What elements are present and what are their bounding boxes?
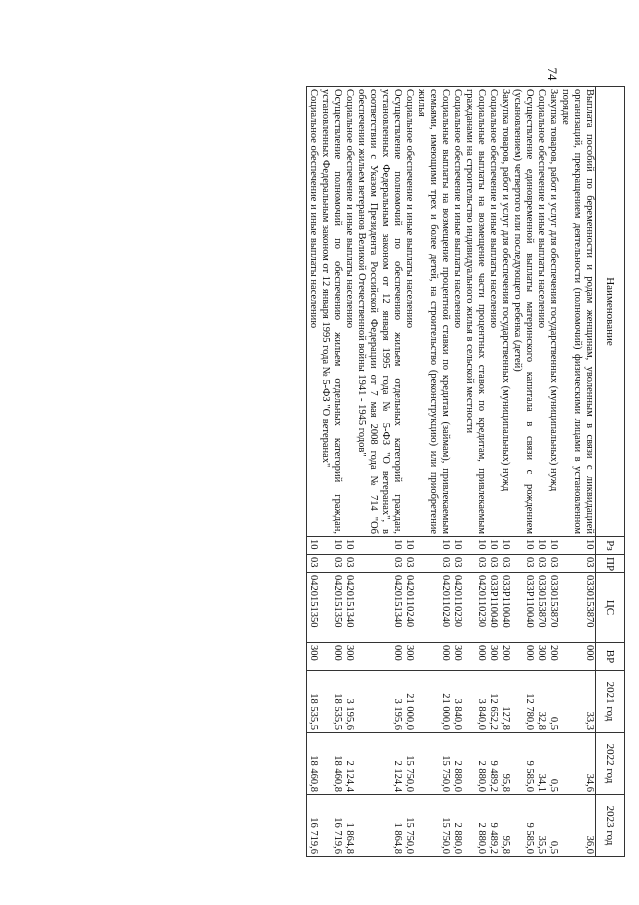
table-row [355,87,403,857]
row-rz-cell: 10 [487,537,499,555]
row-pr-cell: 03 [487,555,499,573]
row-rz-cell: 10 [403,537,415,555]
row-2022-cell: 95,8 [499,733,511,795]
row-2021-cell: 18 535,5 [307,671,320,733]
row-pr-cell: 03 [319,555,343,573]
row-pr-cell: 03 [307,555,320,573]
row-rz-cell: 10 [559,537,596,555]
row-rz-cell: 10 [463,537,487,555]
row-2022-cell: 2 880,0 [451,733,463,795]
table-row [547,87,559,857]
table-row [535,87,547,857]
row-cs-cell: 0420151350 [307,573,320,643]
row-name-cell: Социальное обеспечение и иные выплаты населению [307,87,320,537]
row-2023-cell: 2 880,0 [451,795,463,857]
row-vr-cell: 000 [559,643,596,671]
row-name-cell: Выплата пособий по беременности и родам женщинам, уволенным в связи с ликвидацией организаций, прекращением деятельности (полномочий) физическими лицами в установленном порядке [559,87,596,537]
row-2021-cell: 18 535,5 [319,671,343,733]
row-name-cell: Социальное обеспечение и иные выплаты населению [343,87,355,537]
table-header-row [596,87,625,857]
row-2023-cell: 15 750,0 [403,795,415,857]
row-name-cell: Социальные выплаты на возмещение процентной ставки по кредитам (займам), привлекаемым семьями, имеющими трех и более детей, на строительство (реконструкцию) или приобретение жилья [415,87,451,537]
row-2023-cell: 2 880,0 [463,795,487,857]
row-rz-cell: 10 [535,537,547,555]
row-rz-cell: 10 [355,537,403,555]
row-vr-cell: 300 [487,643,499,671]
table-row [487,87,499,857]
row-2023-cell: 16 719,6 [307,795,320,857]
row-2022-cell: 15 750,0 [415,733,451,795]
row-cs-cell: 0420110240 [415,573,451,643]
row-2021-cell: 3 195,6 [343,671,355,733]
row-pr-cell: 03 [451,555,463,573]
row-pr-cell: 03 [559,555,596,573]
row-cs-cell: 0330153870 [559,573,596,643]
row-rz-cell: 10 [451,537,463,555]
row-2021-cell: 33,3 [559,671,596,733]
row-vr-cell: 300 [307,643,320,671]
row-2021-cell: 32,8 [535,671,547,733]
row-rz-cell: 10 [547,537,559,555]
budget-table [306,86,625,857]
row-vr-cell: 200 [499,643,511,671]
table-row [451,87,463,857]
col-header-vr: ВР [596,643,625,671]
row-rz-cell: 10 [307,537,320,555]
row-name-cell: Социальные выплаты на возмещение части процентных ставок по кредитам, привлекаемым гражданами на строительство индивидуального жилья в сельской местности [463,87,487,537]
row-2023-cell: 15 750,0 [415,795,451,857]
col-header-rz: Рз [596,537,625,555]
table-body [307,87,596,857]
row-cs-cell: 033P110040 [499,573,511,643]
row-2022-cell: 2 880,0 [463,733,487,795]
row-cs-cell: 0420151340 [355,573,403,643]
row-cs-cell: 0330153870 [535,573,547,643]
row-2022-cell: 34,1 [535,733,547,795]
row-vr-cell: 200 [547,643,559,671]
row-2022-cell: 18 460,8 [307,733,320,795]
row-name-cell: Осуществление единовременной выплаты материнского капитала в связи с рождением (усыновлением) четвертого или последующего ребенка (детей) [511,87,535,537]
row-rz-cell: 10 [343,537,355,555]
row-rz-cell: 10 [499,537,511,555]
col-header-2023: 2023 год [596,795,625,857]
table-row [343,87,355,857]
col-header-pr: ПР [596,555,625,573]
row-2022-cell: 9 489,2 [487,733,499,795]
row-2021-cell: 21 000,0 [415,671,451,733]
table-row [463,87,487,857]
row-rz-cell: 10 [319,537,343,555]
row-vr-cell: 300 [451,643,463,671]
row-name-cell: Осуществление полномочий по обеспечению жильем отдельных категорий граждан, установленных Федеральным законом от 12 января 1995 года № 5-ФЗ "О ветеранах", в соответствии с Указом Президента Российской Федерации от 7 мая 2008 года № 714 "Об обеспечении жильем ветеранов Великой Отечественной войны 1941 - 1945 годов" [355,87,403,537]
row-2023-cell: 9 585,0 [511,795,535,857]
col-header-2022: 2022 год [596,733,625,795]
row-rz-cell: 10 [511,537,535,555]
row-vr-cell: 000 [319,643,343,671]
row-vr-cell: 300 [403,643,415,671]
row-pr-cell: 03 [535,555,547,573]
col-header-name: Наименование [596,87,625,537]
table-row [403,87,415,857]
row-vr-cell: 000 [355,643,403,671]
row-name-cell: Социальное обеспечение и иные выплаты населению [403,87,415,537]
row-pr-cell: 03 [343,555,355,573]
row-cs-cell: 0420151350 [319,573,343,643]
col-header-2021: 2021 год [596,671,625,733]
row-cs-cell: 033P110040 [487,573,499,643]
row-2023-cell: 35,5 [535,795,547,857]
row-name-cell: Социальное обеспечение и иные выплаты населению [487,87,499,537]
row-2021-cell: 127,8 [499,671,511,733]
page-number: 74 [545,67,560,81]
row-2023-cell: 0,5 [547,795,559,857]
row-2022-cell: 15 750,0 [403,733,415,795]
row-2023-cell: 9 489,2 [487,795,499,857]
row-name-cell: Осуществление полномочий по обеспечению жильем отдельных категорий граждан, установленных Федеральным законом от 12 января 1995 года № 5-ФЗ "О ветеранах" [319,87,343,537]
table-row [559,87,596,857]
row-name-cell: Социальное обеспечение и иные выплаты населению [535,87,547,537]
col-header-cs: ЦС [596,573,625,643]
row-2023-cell: 36,0 [559,795,596,857]
row-cs-cell: 0420151340 [343,573,355,643]
table-row [499,87,511,857]
row-2021-cell: 3 195,6 [355,671,403,733]
row-2021-cell: 0,5 [547,671,559,733]
row-2022-cell: 34,6 [559,733,596,795]
row-2022-cell: 0,5 [547,733,559,795]
table-row [307,87,320,857]
row-vr-cell: 300 [343,643,355,671]
row-vr-cell: 000 [511,643,535,671]
row-vr-cell: 000 [415,643,451,671]
row-pr-cell: 03 [403,555,415,573]
row-2021-cell: 3 840,0 [463,671,487,733]
row-pr-cell: 03 [547,555,559,573]
row-pr-cell: 03 [463,555,487,573]
row-name-cell: Социальное обеспечение и иные выплаты населению [451,87,463,537]
row-name-cell: Закупка товаров, работ и услуг для обеспечения государственных (муниципальных) нужд [547,87,559,537]
row-2022-cell: 2 124,4 [355,733,403,795]
table-row [415,87,451,857]
row-2022-cell: 2 124,4 [343,733,355,795]
row-pr-cell: 03 [499,555,511,573]
row-2023-cell: 16 719,6 [319,795,343,857]
row-cs-cell: 0420110240 [403,573,415,643]
row-pr-cell: 03 [355,555,403,573]
row-name-cell: Закупка товаров, работ и услуг для обеспечения государственных (муниципальных) нужд [499,87,511,537]
table-row [511,87,535,857]
row-2022-cell: 9 585,0 [511,733,535,795]
row-vr-cell: 300 [535,643,547,671]
budget-table-container [80,86,625,856]
row-cs-cell: 033P110040 [511,573,535,643]
table-row [319,87,343,857]
row-cs-cell: 0420110230 [463,573,487,643]
row-2022-cell: 18 460,8 [319,733,343,795]
row-2023-cell: 1 864,8 [355,795,403,857]
row-rz-cell: 10 [415,537,451,555]
row-2023-cell: 95,8 [499,795,511,857]
row-2021-cell: 21 000,0 [403,671,415,733]
row-2021-cell: 12 652,2 [487,671,499,733]
row-2021-cell: 3 840,0 [451,671,463,733]
row-pr-cell: 03 [415,555,451,573]
row-2023-cell: 1 864,8 [343,795,355,857]
row-pr-cell: 03 [511,555,535,573]
row-cs-cell: 0330153870 [547,573,559,643]
row-vr-cell: 000 [463,643,487,671]
rotated-sheet [80,86,625,856]
row-cs-cell: 0420110230 [451,573,463,643]
row-2021-cell: 12 780,0 [511,671,535,733]
